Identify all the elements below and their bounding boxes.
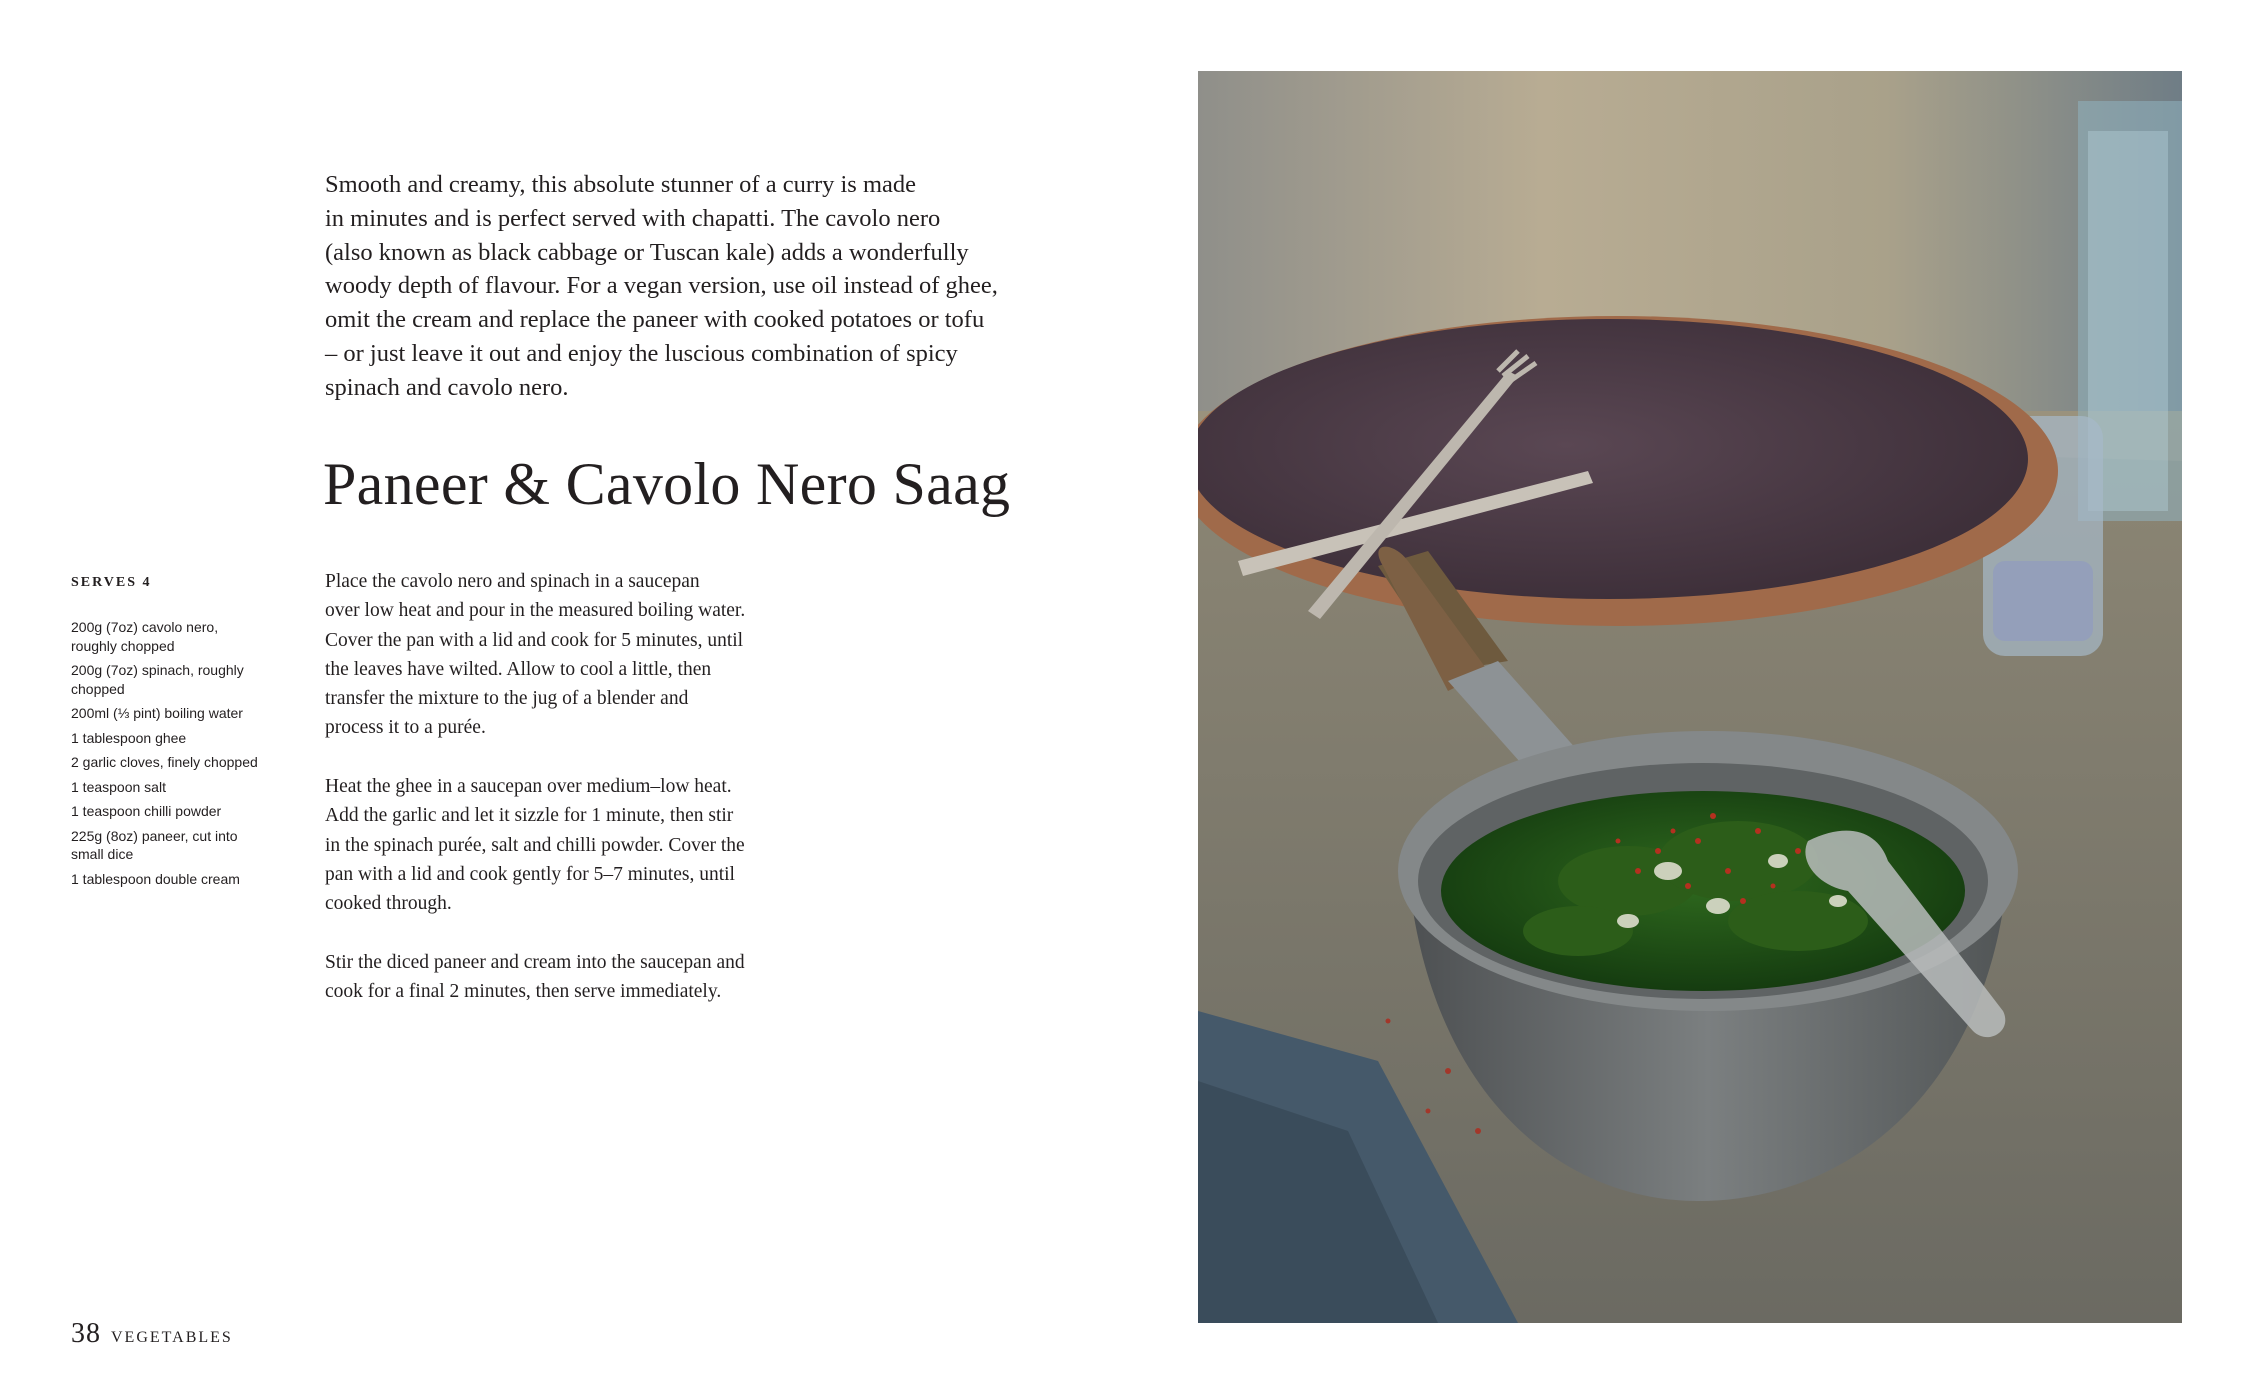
method-line: transfer the mixture to the jug of a blender and bbox=[325, 688, 689, 710]
intro-line: spinach and cavolo nero. bbox=[325, 373, 569, 401]
method-step bbox=[325, 772, 845, 918]
method-line: Heat the ghee in a saucepan over medium–low heat. bbox=[325, 776, 732, 798]
ingredient-item bbox=[71, 729, 286, 748]
ingredient-item bbox=[71, 704, 286, 723]
page-number: 38 bbox=[71, 1318, 101, 1349]
method-line: cooked through. bbox=[325, 893, 452, 915]
serves-label: SERVES 4 bbox=[71, 575, 152, 590]
method-section bbox=[325, 567, 845, 1036]
intro-line: (also known as black cabbage or Tuscan kale) adds a wonderfully bbox=[325, 238, 969, 266]
section-name: VEGETABLES bbox=[111, 1329, 233, 1346]
ingredient-text: 1 teaspoon salt bbox=[71, 778, 166, 795]
method-line: over low heat and pour in the measured boiling water. bbox=[325, 600, 746, 622]
method-line: Cover the pan with a lid and cook for 5 minutes, until bbox=[325, 629, 744, 651]
ingredient-item bbox=[71, 618, 286, 655]
food-photo bbox=[1198, 71, 2182, 1323]
intro-line: omit the cream and replace the paneer with cooked potatoes or tofu bbox=[325, 306, 985, 334]
method-line: pan with a lid and cook gently for 5–7 minutes, until bbox=[325, 863, 735, 885]
ingredient-item bbox=[71, 870, 286, 889]
method-line: Stir the diced paneer and cream into the saucepan and bbox=[325, 951, 745, 973]
ingredient-text: 1 tablespoon ghee bbox=[71, 729, 187, 746]
ingredient-text: roughly chopped bbox=[71, 637, 175, 654]
ingredient-text: 200g (7oz) spinach, roughly bbox=[71, 662, 244, 678]
ingredient-text: 1 teaspoon chilli powder bbox=[71, 803, 222, 819]
ingredient-text: 200g (7oz) cavolo nero, bbox=[71, 619, 219, 635]
intro-line: in minutes and is perfect served with chapatti. The cavolo nero bbox=[325, 204, 941, 232]
ingredient-text: 2 garlic cloves, finely chopped bbox=[71, 754, 258, 770]
ingredient-item bbox=[71, 753, 286, 772]
page-footer bbox=[71, 1318, 233, 1350]
method-line: the leaves have wilted. Allow to cool a little, then bbox=[325, 658, 712, 680]
ingredient-text: 225g (8oz) paneer, cut into bbox=[71, 827, 238, 844]
method-step bbox=[325, 948, 845, 1007]
ingredient-text: 200ml (⅓ pint) boiling water bbox=[71, 705, 243, 721]
ingredient-text: chopped bbox=[71, 680, 125, 697]
intro-line: woody depth of flavour. For a vegan version, use oil instead of ghee, bbox=[325, 272, 998, 300]
ingredient-item bbox=[71, 661, 286, 698]
method-line: process it to a purée. bbox=[325, 717, 486, 739]
intro-paragraph bbox=[325, 168, 1055, 405]
ingredient-item bbox=[71, 827, 286, 864]
intro-line: Smooth and creamy, this absolute stunner of a curry is made bbox=[325, 171, 917, 198]
method-line: Place the cavolo nero and spinach in a saucepan bbox=[325, 571, 700, 592]
method-line: cook for a final 2 minutes, then serve immediately. bbox=[325, 981, 722, 1003]
recipe-title: Paneer & Cavolo Nero Saag bbox=[323, 451, 1011, 517]
ingredient-item bbox=[71, 802, 286, 821]
intro-line: – or just leave it out and enjoy the luscious combination of spicy bbox=[325, 339, 958, 367]
ingredient-list bbox=[71, 618, 286, 894]
ingredient-text: small dice bbox=[71, 846, 134, 862]
method-step bbox=[325, 567, 845, 743]
method-line: in the spinach purée, salt and chilli powder. Cover the bbox=[325, 834, 745, 856]
ingredient-item bbox=[71, 778, 286, 797]
ingredient-text: 1 tablespoon double cream bbox=[71, 870, 240, 887]
method-line: Add the garlic and let it sizzle for 1 minute, then stir bbox=[325, 805, 734, 827]
